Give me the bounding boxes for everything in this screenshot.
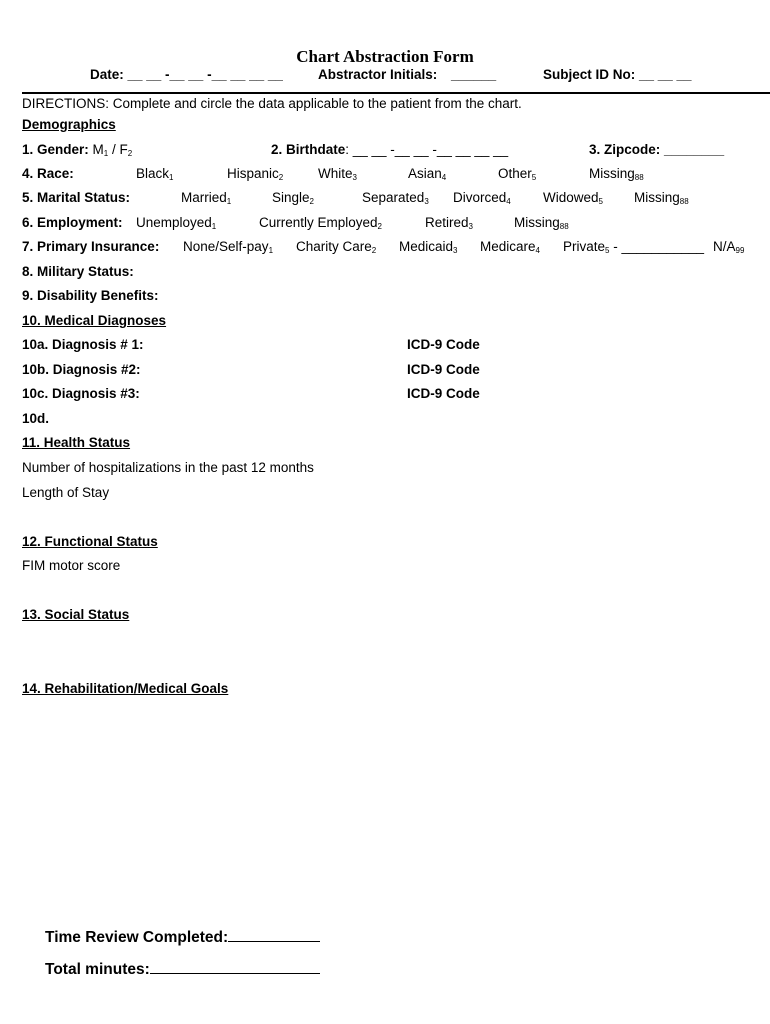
abstractor-initials-field[interactable] [318, 67, 496, 82]
birthdate-label: 2. Birthdate [271, 142, 346, 157]
abstractor-initials-label: Abstractor Initials: [318, 67, 438, 82]
total-minutes-label: Total minutes: [45, 961, 150, 978]
employment-option-missing[interactable]: Missing$_{88}$ [514, 215, 569, 231]
insurance-option-charity-care[interactable]: Charity Care$_2$ [296, 239, 377, 255]
employment-option-retired[interactable]: Retired$_3$ [425, 215, 473, 231]
birthdate-blank[interactable]: : __ __ -__ __ -__ __ __ __ [345, 142, 509, 157]
race-label: 4. Race: [22, 166, 74, 181]
gender-field[interactable] [22, 142, 132, 157]
diagnosis-4-label: 10d. [22, 411, 50, 426]
race-option-missing[interactable]: Missing$_{88}$ [589, 166, 644, 182]
functional-status-heading: 12. Functional Status [22, 534, 158, 549]
birthdate-field[interactable] [271, 142, 508, 157]
insurance-option-medicaid[interactable]: Medicaid$_3$ [399, 239, 458, 255]
gender-option-female[interactable]: / $F_2$ [108, 142, 133, 158]
diagnosis-1-icd-label: ICD-9 Code [407, 337, 480, 352]
header-divider [22, 92, 770, 94]
rehab-goals-heading: 14. Rehabilitation/Medical Goals [22, 681, 229, 696]
insurance-option-private[interactable]: Private$_5$ - ___________ [563, 239, 705, 255]
marital-option-separated[interactable]: Separated$_3$ [362, 190, 429, 206]
employment-option-currently-employed[interactable]: Currently Employed$_2$ [259, 215, 382, 231]
abstractor-initials-blank[interactable]: ______ [451, 67, 497, 82]
diagnosis-2-icd-label: ICD-9 Code [407, 362, 480, 377]
marital-option-missing[interactable]: Missing$_{88}$ [634, 190, 689, 206]
employment-option-unemployed[interactable]: Unemployed$_1$ [136, 215, 217, 231]
hospitalizations-label: Number of hospitalizations in the past 12 months [22, 460, 314, 475]
race-option-black[interactable]: Black$_1$ [136, 166, 174, 182]
insurance-option-medicare[interactable]: Medicare$_4$ [480, 239, 540, 255]
zipcode-field[interactable]: 3. Zipcode: ________ [589, 142, 725, 157]
military-status-label: 8. Military Status: [22, 264, 134, 279]
marital-option-widowed[interactable]: Widowed$_5$ [543, 190, 603, 206]
race-option-other[interactable]: Other$_5$ [498, 166, 537, 182]
social-status-heading: 13. Social Status [22, 607, 130, 622]
subject-id-field[interactable]: Subject ID No: __ __ __ [543, 67, 692, 82]
diagnosis-1-label: 10a. Diagnosis # 1: [22, 337, 144, 352]
diagnosis-2-label: 10b. Diagnosis #2: [22, 362, 141, 377]
insurance-private-blank[interactable]: - ___________ [609, 239, 705, 254]
race-option-white[interactable]: White$_3$ [318, 166, 357, 182]
date-field[interactable]: Date: __ __ -__ __ -__ __ __ __ [90, 67, 283, 82]
marital-option-divorced[interactable]: Divorced$_4$ [453, 190, 511, 206]
insurance-label: 7. Primary Insurance: [22, 239, 160, 254]
health-status-heading: 11. Health Status [22, 435, 131, 450]
disability-benefits-label: 9. Disability Benefits: [22, 288, 159, 303]
demographics-heading: Demographics [22, 117, 116, 132]
gender-option-male[interactable]: $M_1$ [92, 142, 109, 158]
insurance-option-none-self-pay[interactable]: None/Self-pay$_1$ [183, 239, 274, 255]
marital-status-label: 5. Marital Status: [22, 190, 131, 205]
insurance-option-na[interactable]: $N/A_{99}$ [713, 239, 745, 255]
employment-label: 6. Employment: [22, 215, 123, 230]
race-option-hispanic[interactable]: Hispanic$_2$ [227, 166, 284, 182]
diagnosis-3-label: 10c. Diagnosis #3: [22, 386, 140, 401]
gender-label: 1. Gender: [22, 142, 89, 157]
total-minutes-blank[interactable] [150, 959, 320, 974]
race-option-asian[interactable]: Asian$_4$ [408, 166, 447, 182]
directions-text: DIRECTIONS: Complete and circle the data applicable to the patient from the chart. [22, 96, 522, 111]
time-review-field[interactable] [45, 927, 320, 947]
fim-motor-score-label: FIM motor score [22, 558, 121, 573]
marital-option-married[interactable]: Married$_1$ [181, 190, 232, 206]
diagnosis-3-icd-label: ICD-9 Code [407, 386, 480, 401]
time-review-label: Time Review Completed: [45, 929, 229, 946]
marital-option-single[interactable]: Single$_2$ [272, 190, 314, 206]
form-title: Chart Abstraction Form [296, 47, 474, 66]
total-minutes-field[interactable] [45, 959, 320, 979]
time-review-blank[interactable] [228, 927, 320, 942]
medical-diagnoses-heading: 10. Medical Diagnoses [22, 313, 167, 328]
length-of-stay-label: Length of Stay [22, 485, 110, 500]
